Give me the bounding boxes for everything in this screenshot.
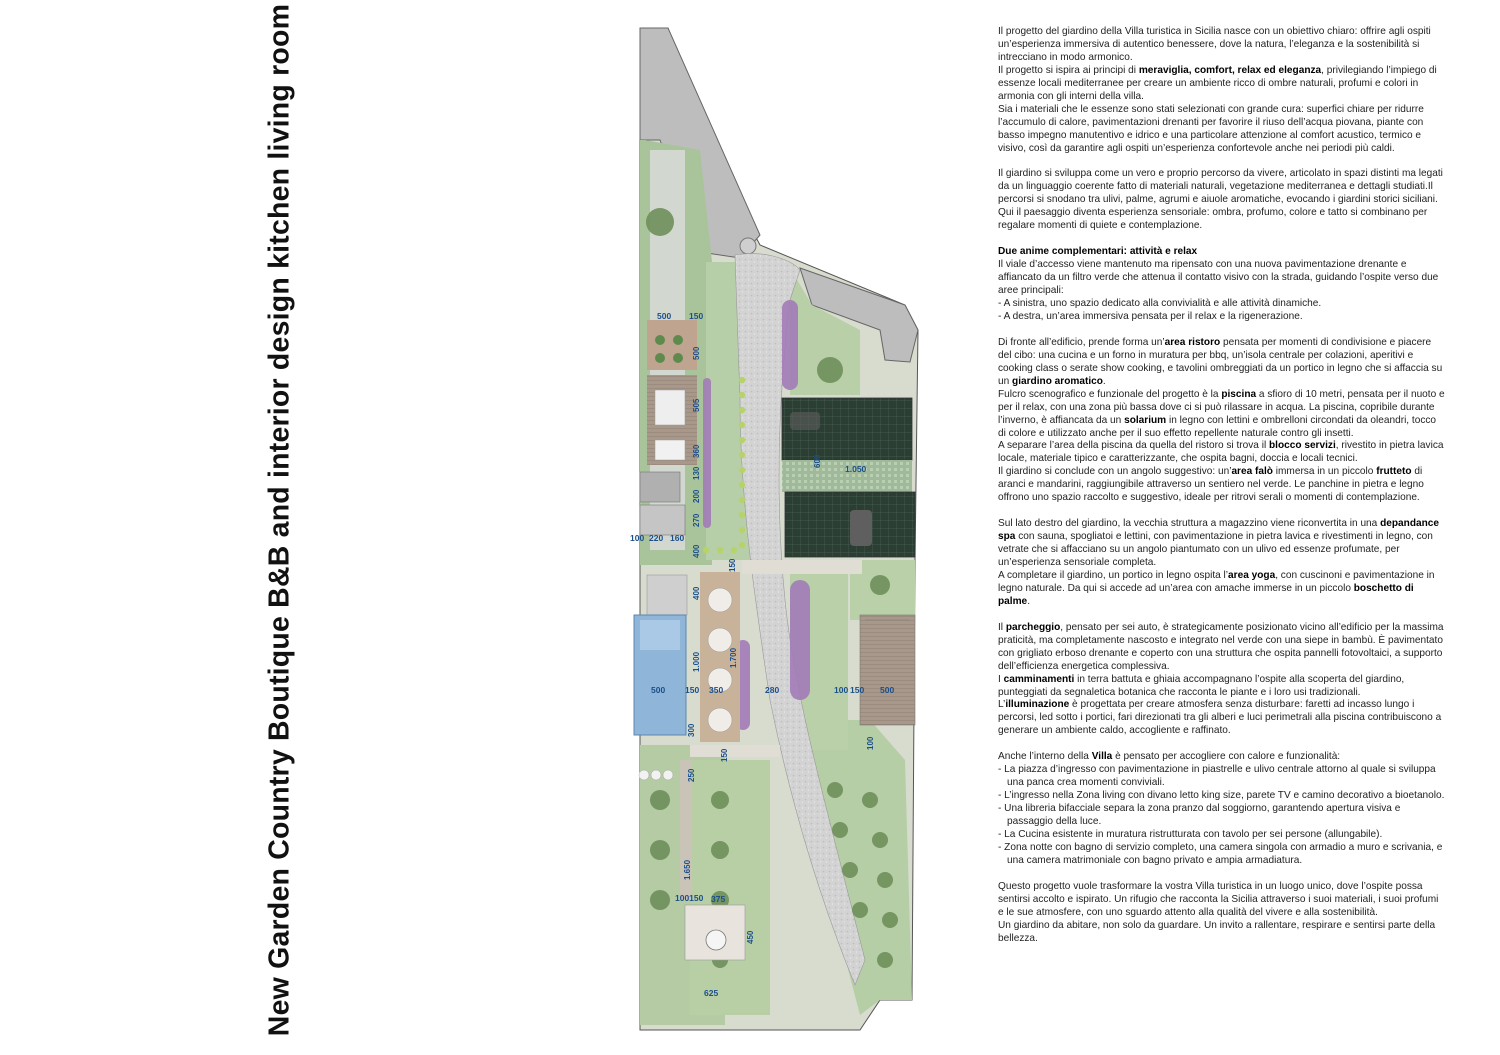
dim-300: 300	[687, 723, 696, 737]
text-run: di aranci e mandarini, raggiungibile attraverso un sentiero nel verde. Le panchine in pietra e legno offrono uno spazio raccolto e suggestivo, ideale per ritrovi serali o momenti di contemplazione.	[998, 466, 1424, 504]
paragraph	[998, 699, 1446, 738]
text-run: , con cuscinoni e pavimentazione in legno naturale. Da qui si accede ad un’area con amache immerse in un piccolo	[998, 569, 1435, 594]
paragraph	[998, 26, 1446, 65]
list-item	[998, 790, 1446, 803]
text-run: è progettata per creare atmosfera senza disturbare: faretti ad incasso lungo i percorsi, led sotto i portici, fari direzionati tra gli alberi e luci perimetrali alla piscina contribuiscono a generare un ambiente caldo, accogliente e raffinato.	[998, 699, 1442, 737]
dim-220: 220	[649, 533, 664, 543]
dim-150-top: 150	[689, 311, 704, 321]
text-run: immersa in un piccolo	[1272, 466, 1377, 478]
text-run: - L’ingresso nella Zona living con divano letto king size, parete TV e camino decorativo a bioetanolo.	[998, 790, 1445, 802]
services-block	[640, 472, 680, 502]
text-run: , privilegiando l’impiego di essenze locali mediterranee per creare un ambiente ricco di ombre naturali, profumi e colori in armonia con gli interni della villa.	[998, 64, 1437, 102]
bold-text: blocco servizi	[1269, 440, 1336, 452]
text-run: Il viale d’accesso viene mantenuto ma ripensato con una nuova pavimentazione drenante e affiancato da un filtro verde che attenua il contatto visivo con la strada, guidando l’ospite verso due aree principali:	[998, 259, 1439, 297]
text-run: pensata per momenti di condivisione e piacere del cibo: una cucina e un forno in muratura per bbq, un’isola centrale per colazioni, aperitivi e cooking class o serate show cooking, e tavolini ombreggiati da un portico in legno che si affaccia su un	[998, 336, 1443, 387]
dim-375: 375	[711, 894, 726, 904]
paragraph	[998, 168, 1446, 233]
paragraph	[998, 65, 1446, 104]
text-run: .	[1102, 375, 1106, 387]
paragraph-gap	[998, 505, 1446, 518]
bold-text: meraviglia, comfort, relax ed eleganza	[1138, 64, 1322, 76]
text-run: - La piazza d’ingresso con pavimentazione in piastrelle e ulivo centrale attorno al quale si sviluppa una panca crea momenti conviviali.	[998, 764, 1436, 789]
text-run: Anche l’interno della	[998, 751, 1092, 763]
paragraph	[998, 622, 1446, 674]
bold-text: giardino aromatico	[1012, 375, 1103, 387]
list-item	[998, 842, 1446, 868]
site-plan	[600, 0, 960, 1055]
text-run: in terra battuta e ghiaia accompagnano l’ospite alla scoperta del giardino, punteggiati da segnaletica botanica che racconta le piante e i loro usi tradizionali.	[998, 673, 1405, 698]
title-wrapper	[258, 3, 302, 1037]
text-run: è pensato per accogliere con calore e funzionalità:	[1112, 751, 1341, 763]
project-description	[998, 26, 1446, 946]
dim-130: 130	[692, 466, 701, 480]
paragraph	[998, 389, 1446, 441]
bold-text: area ristoro	[1164, 336, 1221, 348]
list-item	[998, 311, 1446, 324]
text-run: - A sinistra, uno spazio dedicato alla convivialità e alle attività dinamiche.	[998, 297, 1322, 309]
dim-160: 160	[670, 533, 685, 543]
text-run: Il giardino si sviluppa come un vero e proprio percorso da vivere, articolato in spazi distinti ma legati da un linguaggio coerente fatto di materiali naturali, vegetazione mediterranea e dettagli studiati.Il percorsi si snodano tra ulivi, palme, agrumi e aiuole aromatiche, evocando i giardini storici siciliani. Qui il paesaggio diventa esperienza sensoriale: ombra, profumo, colore e tatto si combinano per regalare momenti di quiete e contemplazione.	[998, 168, 1443, 232]
paragraph-gap	[998, 156, 1446, 169]
text-run: Un giardino da abitare, non solo da guardare. Un invito a rallentare, respirare e sentirsi parte della bellezza.	[998, 919, 1436, 944]
paragraph	[998, 246, 1446, 259]
dim-500-top: 500	[657, 311, 672, 321]
text-run: Fulcro scenografico e funzionale del progetto è la	[998, 388, 1222, 400]
dim-350: 350	[709, 685, 724, 695]
paragraph	[998, 570, 1446, 609]
paragraph	[998, 518, 1446, 570]
bold-text: illuminazione	[1005, 699, 1070, 711]
dim-250: 250	[687, 768, 696, 782]
dim-200: 200	[692, 489, 701, 503]
dim-500-r: 500	[880, 685, 895, 695]
bold-text: piscina	[1221, 388, 1257, 400]
text-run: - Una libreria bifacciale separa la zona pranzo dal soggiorno, garantendo apertura visiva e passaggio della luce.	[998, 803, 1401, 828]
dim-600: 600	[813, 454, 822, 468]
bold-text: Due anime complementari: attività e relax	[998, 246, 1198, 258]
dim-150-d: 150	[720, 748, 729, 762]
dim-450: 450	[746, 930, 755, 944]
dim-400-b: 400	[692, 586, 701, 600]
text-run: Di fronte all’edificio, prende forma un’	[998, 336, 1165, 348]
paragraph	[998, 751, 1446, 764]
bold-text: depandance spa	[998, 518, 1439, 543]
dim-150-b: 150	[728, 558, 737, 572]
paragraph	[998, 259, 1446, 298]
paragraph	[998, 881, 1446, 920]
dim-150-r: 150	[850, 685, 865, 695]
text-run: - A destra, un’area immersiva pensata per il relax e la rigenerazione.	[998, 310, 1303, 322]
bold-text: solarium	[1124, 414, 1167, 426]
text-run: I	[998, 673, 1004, 685]
paragraph-gap	[998, 233, 1446, 246]
dim-500-v: 500	[692, 346, 701, 360]
bold-text: frutteto	[1376, 466, 1412, 478]
text-run: .	[1027, 595, 1030, 607]
text-run: Il progetto del giardino della Villa turistica in Sicilia nasce con un obiettivo chiaro: offrire agli ospiti un’esperienza immersiva di autentico benessere, dove la natura, l’eleganza e la sostenibilità si intrecciano in modo armonico.	[998, 26, 1431, 63]
list-item	[998, 829, 1446, 842]
text-run: Il progetto si ispira ai principi di	[998, 64, 1139, 76]
ristoro-pergola	[647, 320, 697, 370]
bold-text: area falò	[1231, 466, 1273, 478]
dim-100150: 100150	[675, 893, 704, 903]
dim-625: 625	[704, 988, 719, 998]
bold-text: Villa	[1091, 751, 1113, 763]
text-run: , pensato per sei auto, è strategicamente posizionato vicino all’edificio per la massima praticità, ma completamente nascosto e integrato nel verde con una siepe in bambù. È pavimentato con grigliato erboso drenante e coperto con una struttura che ospita pannelli fotovoltaici, a supporto dell’efficienza energetica complessiva.	[998, 621, 1444, 672]
text-run: Sia i materiali che le essenze sono stati selezionati con grande cura: superfici chiare per ridurre l’accumulo di calore, pavimentazioni drenanti per favorire il riuso dell’acqua piovana, piante con basso impegno manutentivo e idrico e una particolare attenzione al comfort acustico, termico e visivo, così da garantire agli ospiti un’esperienza confortevole anche nei periodi più caldi.	[998, 103, 1424, 154]
paragraph	[998, 920, 1446, 946]
list-item	[998, 803, 1446, 829]
text-run: L’	[998, 699, 1006, 711]
bold-text: parcheggio	[1005, 621, 1061, 633]
bold-text: camminamenti	[1003, 673, 1075, 685]
dim-505: 505	[692, 398, 701, 412]
dim-100-r: 100	[834, 685, 849, 695]
text-run: con sauna, spogliatoi e lettini, con pavimentazione in pietra lavica e rivestimenti in legno, con vetrate che si affacciano su un angolo piantumato con un ulivo ed essenze profumate, per un’esperienza sensoriale completa.	[998, 531, 1433, 569]
paragraph	[998, 337, 1446, 389]
page-title: New Garden Country Boutique B&B and interior design kitchen living room	[263, 3, 296, 1037]
dim-100: 100	[630, 533, 645, 543]
spa-depandance	[860, 615, 915, 725]
list-item	[998, 298, 1446, 311]
paragraph-gap	[998, 324, 1446, 337]
dim-270: 270	[692, 513, 701, 527]
dim-500-pool: 500	[651, 685, 666, 695]
list-item	[998, 764, 1446, 790]
bold-text: boschetto di palme	[998, 582, 1414, 607]
text-run: Questo progetto vuole trasformare la vostra Villa turistica in un luogo unico, dove l’ospite possa sentirsi accolto e ispirato. Un rifugio che racconta la Sicilia attraverso i suoi materiali, i suoi profumi e le sue atmosfere, con uno sguardo attento alla qualità del vivere e alla sostenibilità.	[998, 880, 1439, 918]
text-run: Sul lato destro del giardino, la vecchia struttura a magazzino viene riconvertita in una	[998, 518, 1381, 530]
text-run: a sfioro di 10 metri, pensata per il nuoto e per il relax, con una zona più bassa dove ci si può rilassare in acqua. La piscina, copribile durante l’inverno, è affiancata da un	[998, 388, 1445, 426]
dim-1650: 1.650	[683, 859, 692, 880]
bold-text: area yoga	[1228, 569, 1276, 581]
dim-1050: 1.050	[845, 464, 867, 474]
paragraph-gap	[998, 868, 1446, 881]
paragraph	[998, 104, 1446, 156]
text-run: - La Cucina esistente in muratura ristrutturata con tavolo per sei persone (allungabile).	[998, 829, 1383, 840]
text-run: , rivestito in pietra lavica locale, materiale tipico e caratterizzante, che ospita bagni, doccia e locali tecnici.	[998, 440, 1444, 465]
text-run: - Zona notte con bagno di servizio completo, una camera singola con armadio a muro e scrivania, e una camera matrimoniale con bagno privato e ampia armadiatura.	[998, 841, 1443, 866]
dim-100-side: 100	[866, 736, 875, 750]
dim-280: 280	[765, 685, 780, 695]
text-run: Il giardino si conclude con un angolo suggestivo: un’	[998, 466, 1232, 478]
text-run: Il	[998, 621, 1006, 633]
dim-1700: 1.700	[729, 647, 738, 668]
paragraph	[998, 440, 1446, 466]
text-run: A separare l’area della piscina da quella del ristoro si trova il	[998, 440, 1269, 452]
paragraph	[998, 466, 1446, 505]
text-run: in legno con lettini e ombrelloni circondati da oleandri, tocco di colore e utilizzato anche per il suo effetto repellente naturale contro gli insetti.	[998, 414, 1437, 439]
paragraph-gap	[998, 738, 1446, 751]
paragraph-gap	[998, 609, 1446, 622]
dim-1000: 1.000	[692, 651, 701, 672]
paragraph	[998, 674, 1446, 700]
dim-400-a: 400	[692, 544, 701, 558]
dim-360: 360	[692, 444, 701, 458]
dim-150-c: 150	[685, 685, 700, 695]
text-run: A completare il giardino, un portico in legno ospita l’	[998, 569, 1229, 581]
